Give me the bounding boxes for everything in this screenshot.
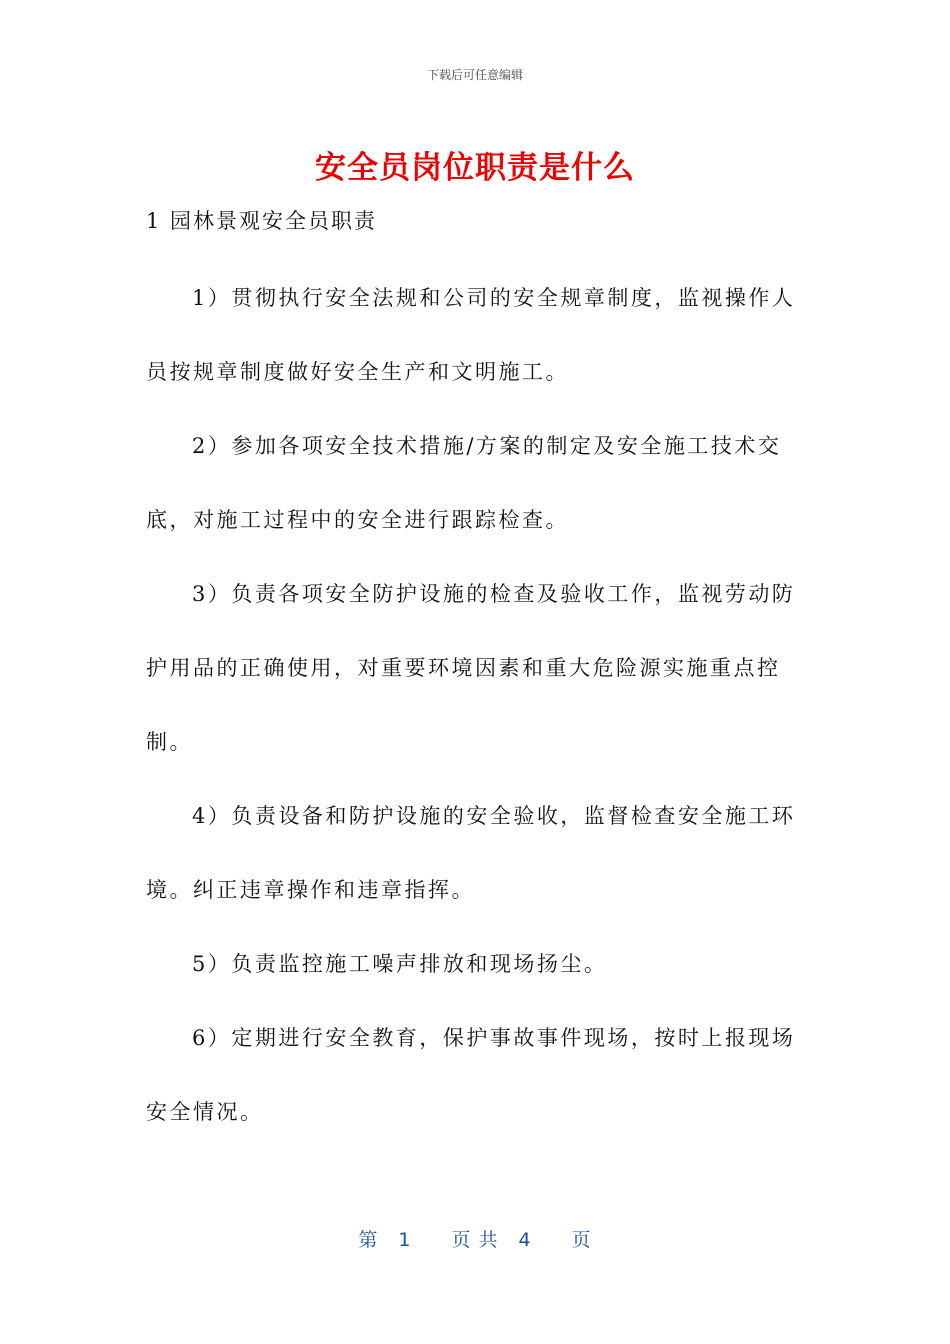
paragraph-line: 2）参加各项安全技术措施/方案的制定及安全施工技术交	[192, 434, 782, 458]
paragraph-line: 4）负责设备和防护设施的安全验收，监督检查安全施工环	[192, 804, 796, 828]
paragraph-line: 安全情况。	[146, 1100, 264, 1124]
paragraph-line: 员按规章制度做好安全生产和文明施工。	[146, 360, 569, 384]
paragraph-line: 护用品的正确使用，对重要环境因素和重大危险源实施重点控	[146, 656, 781, 680]
document-title: 安全员岗位职责是什么	[315, 150, 635, 186]
paragraph-line: 6）定期进行安全教育，保护事故事件现场，按时上报现场	[192, 1026, 796, 1050]
paragraph-line: 底，对施工过程中的安全进行跟踪检查。	[146, 508, 569, 532]
page-number-footer: 第 1 页 共 4 页	[358, 1229, 592, 1251]
header-note: 下载后可任意编辑	[426, 68, 523, 82]
paragraph-line: 1）贯彻执行安全法规和公司的安全规章制度，监视操作人	[192, 286, 796, 310]
section-heading: 1 园林景观安全员职责	[146, 209, 378, 233]
paragraph-line: 制。	[146, 730, 193, 754]
paragraph-line: 5）负责监控施工噪声排放和现场扬尘。	[192, 952, 608, 976]
paragraph-line: 境。纠正违章操作和违章指挥。	[146, 878, 475, 902]
paragraph-line: 3）负责各项安全防护设施的检查及验收工作，监视劳动防	[192, 582, 796, 606]
